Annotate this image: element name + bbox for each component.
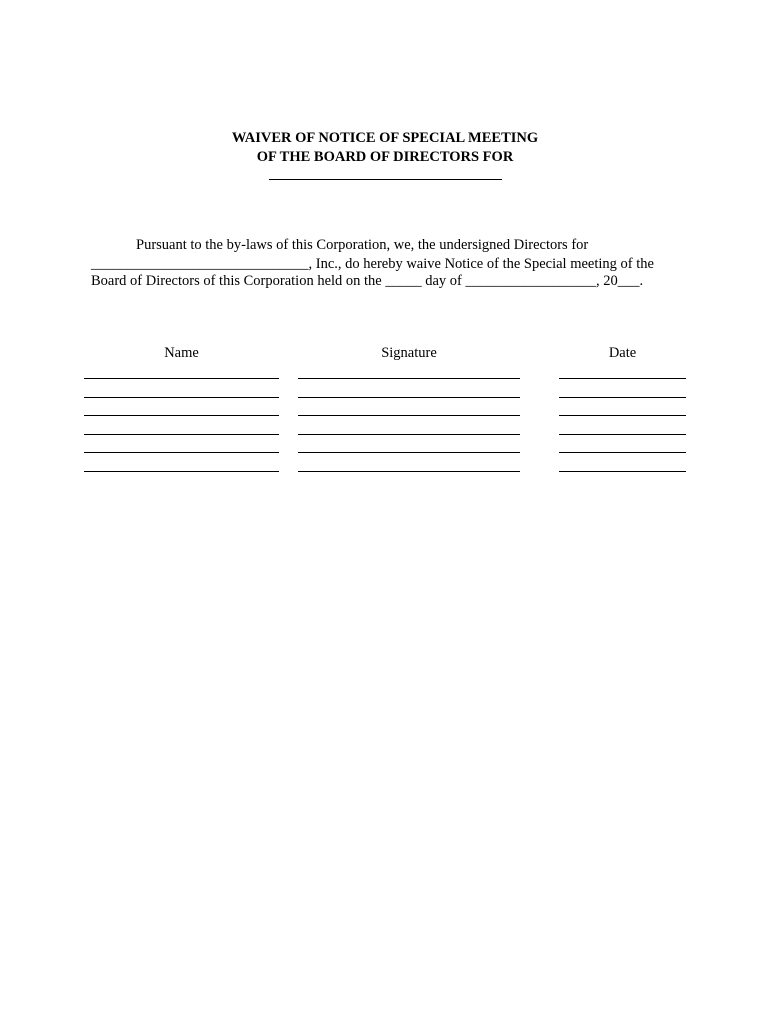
date-line[interactable] (559, 471, 686, 472)
name-line[interactable] (84, 378, 279, 379)
name-line[interactable] (84, 434, 279, 435)
name-line[interactable] (84, 452, 279, 453)
signature-line[interactable] (298, 397, 520, 398)
name-line[interactable] (84, 415, 279, 416)
name-line[interactable] (84, 471, 279, 472)
date-line[interactable] (559, 378, 686, 379)
date-line[interactable] (559, 415, 686, 416)
signature-column-header: Signature (381, 345, 437, 361)
document-title-line-2: OF THE BOARD OF DIRECTORS FOR (256, 149, 514, 165)
date-column-header: Date (608, 345, 637, 361)
signature-line[interactable] (298, 471, 520, 472)
signature-line[interactable] (298, 415, 520, 416)
signature-line[interactable] (298, 434, 520, 435)
signature-line[interactable] (298, 452, 520, 453)
date-line[interactable] (559, 452, 686, 453)
date-line[interactable] (559, 434, 686, 435)
date-line[interactable] (559, 397, 686, 398)
company-name-blank-line[interactable] (269, 179, 502, 180)
name-column-header: Name (164, 345, 199, 361)
document-title-line-1: WAIVER OF NOTICE OF SPECIAL MEETING (231, 130, 539, 146)
waiver-paragraph-line-3: Board of Directors of this Corporation held on the _____ day of __________________, 20___. (91, 273, 644, 289)
waiver-paragraph-line-1: Pursuant to the by-laws of this Corporation, we, the undersigned Directors for (136, 237, 589, 253)
name-line[interactable] (84, 397, 279, 398)
signature-line[interactable] (298, 378, 520, 379)
waiver-paragraph-line-2: ______________________________, Inc., do hereby waive Notice of the Special meeting of the (91, 256, 654, 272)
